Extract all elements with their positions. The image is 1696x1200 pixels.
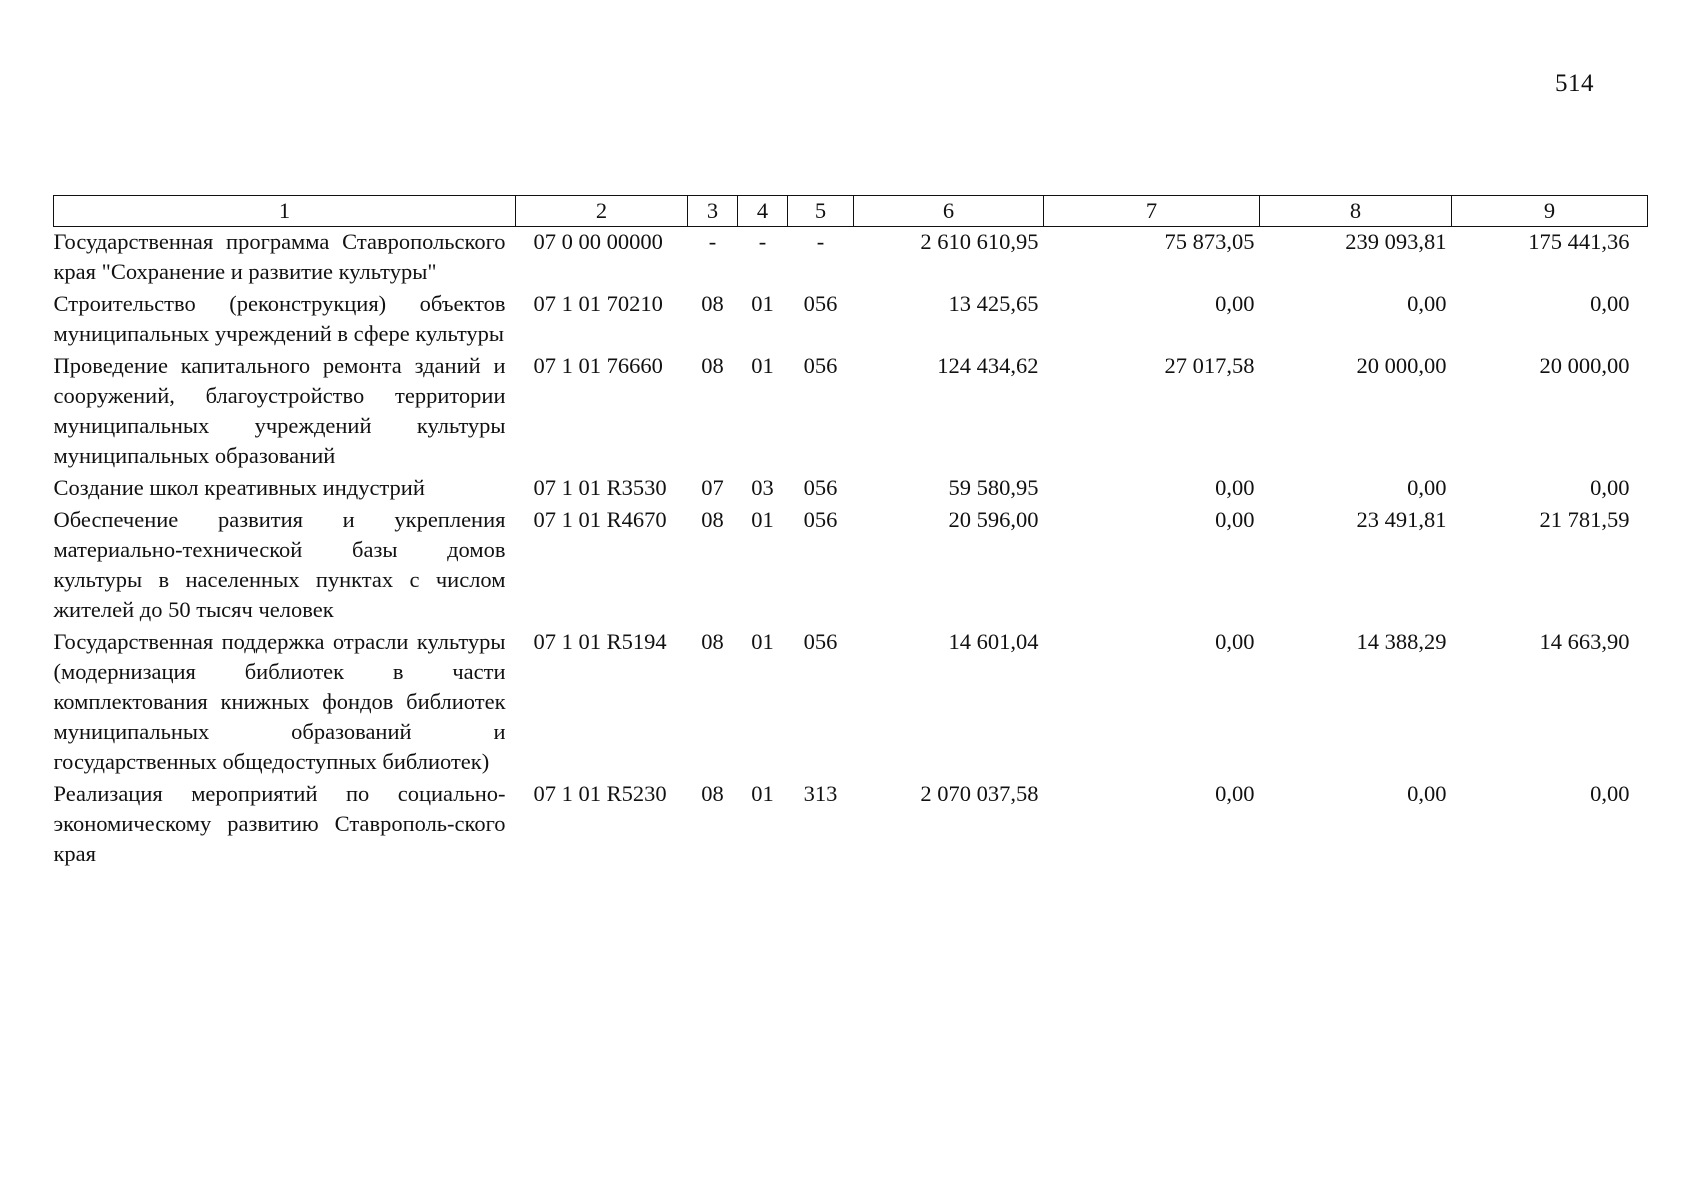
- table-row: [54, 351, 1648, 473]
- table-row: [54, 627, 1648, 779]
- amount-cell-col8: 20 000,00: [1356, 353, 1447, 378]
- column-header: 3: [688, 196, 738, 227]
- header-row: [54, 196, 1648, 227]
- section-cell: 08: [701, 629, 724, 654]
- section-cell: -: [708, 229, 717, 254]
- section-cell: 08: [701, 353, 724, 378]
- amount-cell-col9: 0,00: [1590, 475, 1630, 500]
- amount-cell-col8: 23 491,81: [1356, 507, 1447, 532]
- table-row: [54, 473, 1648, 505]
- subsection-cell: -: [758, 229, 767, 254]
- program-name-cell: Проведение капитального ремонта зданий и сооружений, благоустройство территории муниципальных учреждений культуры муниципальных образований: [53, 353, 506, 468]
- amount-cell-col6: 2 610 610,95: [920, 229, 1039, 254]
- column-header: 5: [788, 196, 854, 227]
- subsection-cell: 01: [751, 629, 774, 654]
- section-cell: 08: [701, 507, 724, 532]
- table-row: [54, 227, 1648, 290]
- expense-type-cell: 056: [803, 507, 838, 532]
- classification-code-cell: 07 1 01 R4670: [533, 507, 667, 532]
- column-header: 1: [54, 196, 516, 227]
- expense-type-cell: 056: [803, 353, 838, 378]
- amount-cell-col7: 0,00: [1215, 507, 1255, 532]
- amount-cell-col6: 13 425,65: [948, 291, 1039, 316]
- expense-type-cell: 056: [803, 475, 838, 500]
- program-name-cell: Строительство (реконструкция) объектов муниципальных учреждений в сфере культуры: [53, 291, 506, 346]
- column-header: 9: [1452, 196, 1648, 227]
- amount-cell-col9: 0,00: [1590, 781, 1630, 806]
- amount-cell-col9: 14 663,90: [1539, 629, 1630, 654]
- amount-cell-col6: 124 434,62: [937, 353, 1039, 378]
- amount-cell-col9: 20 000,00: [1539, 353, 1630, 378]
- budget-table: [53, 195, 1648, 871]
- amount-cell-col8: 0,00: [1407, 475, 1447, 500]
- amount-cell-col6: 2 070 037,58: [920, 781, 1039, 806]
- expense-type-cell: 313: [803, 781, 838, 806]
- amount-cell-col7: 0,00: [1215, 291, 1255, 316]
- amount-cell-col7: 27 017,58: [1164, 353, 1255, 378]
- section-cell: 08: [701, 291, 724, 316]
- amount-cell-col9: 175 441,36: [1528, 229, 1630, 254]
- amount-cell-col8: 0,00: [1407, 781, 1447, 806]
- subsection-cell: 01: [751, 291, 774, 316]
- amount-cell-col9: 21 781,59: [1539, 507, 1630, 532]
- amount-cell-col8: 0,00: [1407, 291, 1447, 316]
- page-number: 514: [1555, 70, 1594, 97]
- column-header: 4: [738, 196, 788, 227]
- subsection-cell: 01: [751, 781, 774, 806]
- amount-cell-col7: 0,00: [1215, 781, 1255, 806]
- classification-code-cell: 07 1 01 70210: [533, 291, 663, 316]
- amount-cell-col7: 0,00: [1215, 629, 1255, 654]
- amount-cell-col9: 0,00: [1590, 291, 1630, 316]
- expense-type-cell: 056: [803, 629, 838, 654]
- classification-code-cell: 07 1 01 R3530: [533, 475, 667, 500]
- program-name-cell: Создание школ креативных индустрий: [53, 475, 425, 500]
- amount-cell-col7: 75 873,05: [1164, 229, 1255, 254]
- expense-type-cell: -: [816, 229, 825, 254]
- amount-cell-col6: 20 596,00: [948, 507, 1039, 532]
- column-header: 7: [1044, 196, 1260, 227]
- amount-cell-col7: 0,00: [1215, 475, 1255, 500]
- classification-code-cell: 07 1 01 76660: [533, 353, 663, 378]
- column-header: 6: [854, 196, 1044, 227]
- amount-cell-col6: 59 580,95: [948, 475, 1039, 500]
- amount-cell-col8: 239 093,81: [1345, 229, 1447, 254]
- subsection-cell: 01: [751, 507, 774, 532]
- subsection-cell: 03: [751, 475, 774, 500]
- subsection-cell: 01: [751, 353, 774, 378]
- column-header: 8: [1260, 196, 1452, 227]
- classification-code-cell: 07 1 01 R5194: [533, 629, 667, 654]
- program-name-cell: Государственная программа Ставропольского края "Сохранение и развитие культуры": [53, 229, 506, 284]
- table-row: [54, 779, 1648, 871]
- program-name-cell: Государственная поддержка отрасли культуры (модернизация библиотек в части комплектования книжных фондов библиотек муниципальных образований и государственных общедоступных библиотек): [53, 629, 506, 774]
- column-header: 2: [516, 196, 688, 227]
- table-row: [54, 289, 1648, 351]
- program-name-cell: Реализация мероприятий по социально-экономическому развитию Ставрополь-ского края: [53, 781, 506, 866]
- classification-code-cell: 07 1 01 R5230: [533, 781, 667, 806]
- expense-type-cell: 056: [803, 291, 838, 316]
- program-name-cell: Обеспечение развития и укрепления материально-технической базы домов культуры в населенных пунктах с числом жителей до 50 тысяч человек: [53, 507, 506, 622]
- classification-code-cell: 07 0 00 00000: [533, 229, 663, 254]
- table-row: [54, 505, 1648, 627]
- amount-cell-col8: 14 388,29: [1356, 629, 1447, 654]
- section-cell: 07: [701, 475, 724, 500]
- section-cell: 08: [701, 781, 724, 806]
- amount-cell-col6: 14 601,04: [948, 629, 1039, 654]
